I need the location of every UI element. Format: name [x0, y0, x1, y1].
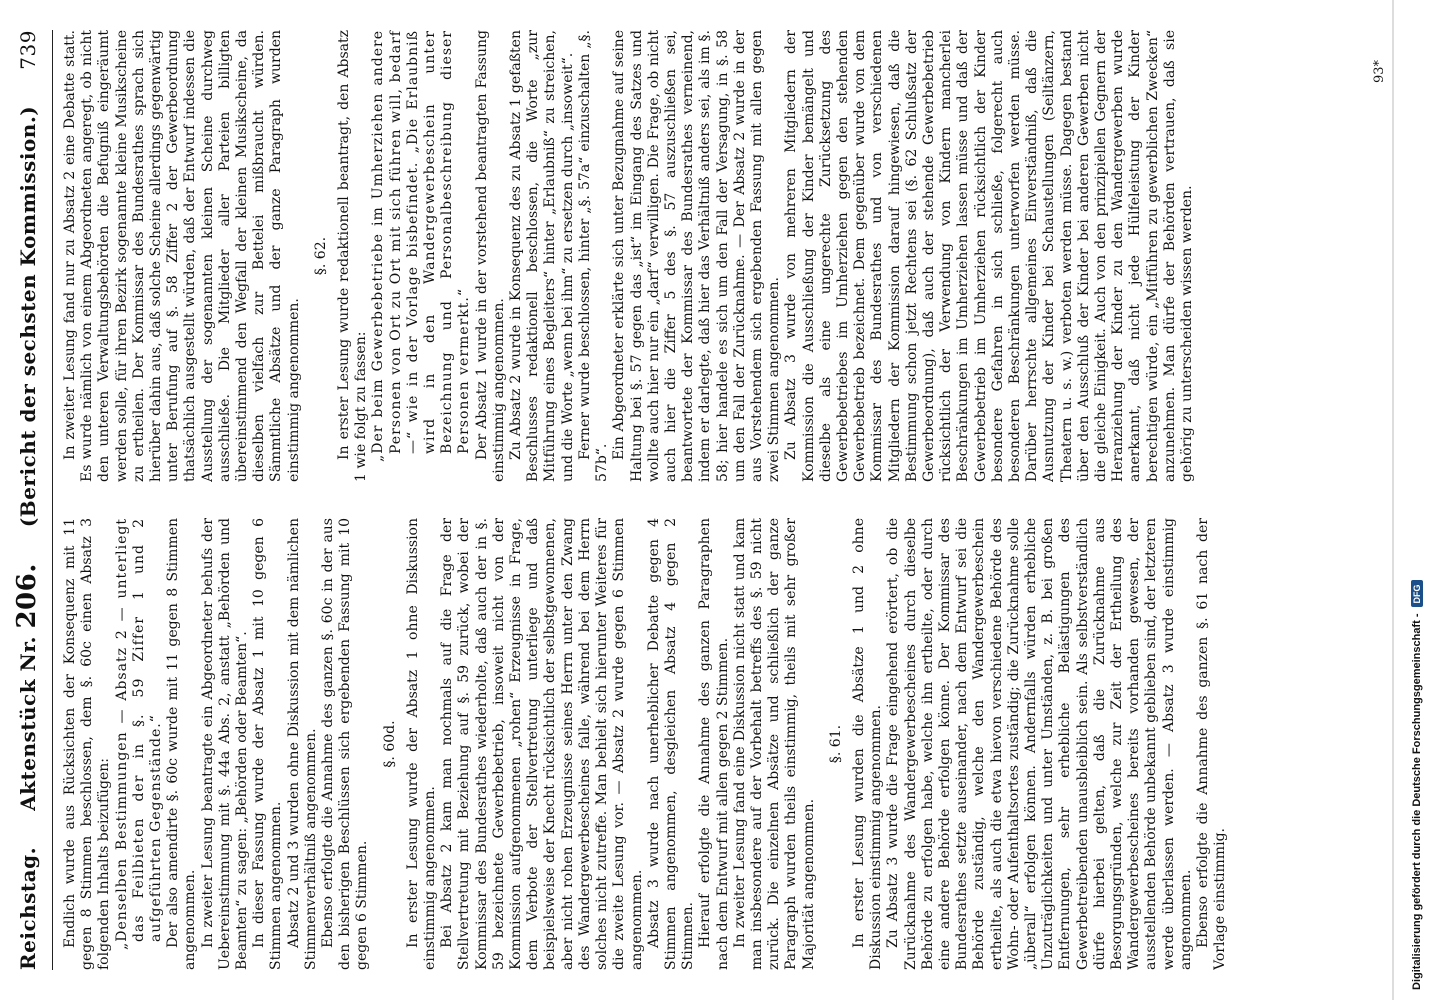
paragraph: In zweiter Lesung beantragte ein Abgeordneter behufs der Uebereinstimmung mit §. 44a Abs. 2, anstatt „Behörden und Beamten“ zu sagen: „Behörden oder Beamten“.	[199, 518, 251, 970]
header-document-number: 206.	[12, 563, 42, 629]
header-aktenstueck-label: Aktenstück Nr.	[16, 636, 40, 811]
paragraph: Hierauf erfolgte die Annahme des ganzen Paragraphen nach dem Entwurf mit allen gegen 2 Stimmen.	[697, 518, 731, 970]
paragraph: Der also amendirte §. 60c wurde mit 11 gegen 8 Stimmen angenommen.	[165, 518, 199, 970]
section-heading: §. 60d.	[381, 720, 398, 768]
paragraph: Zu Absatz 2 wurde in Konsequenz des zu Absatz 1 gefaßten Beschlusses redaktionell beschlossen, die Worte „zur Mitführung eines Begleiters“ hinter „Erlaubniß“ zu streichen, und die Worte „wenn bei ihm“ zu ersetzen durch „insoweit“.	[508, 30, 576, 482]
paragraph: Bei Absatz 2 kam man nochmals auf die Frage der Stellvertretung mit Beziehung auf §. 59 zurück, wobei der Kommissar des Bundesrathes wiederholte, daß auch der in §. 59 bezeichnete Gewerbebetrieb, insoweit nicht von der Kommission aufgenommenen „rohen“ Erzeugnisse in Frage, dem Verbote der Stellvertretung unterliege und daß beispielsweise der Knecht rücksichtlich der selbstgewonnenen, aber nicht rohen Erzeugnisse seines Herrn unter den Zwang des Wandergewerbescheines falle, während bei dem Herrn solches nicht zutreffe. Man behielt sich hierunter Weiteres für die zweite Lesung vor. — Absatz 2 wurde gegen 6 Stimmen angenommen.	[439, 518, 645, 970]
page-header	[12, 30, 53, 970]
text-column-left	[62, 518, 1382, 970]
digitization-note	[1406, 10, 1428, 990]
paragraph: In erster Lesung wurde der Absatz 1 ohne Diskussion einstimmig angenommen.	[404, 518, 439, 970]
page-number: 739	[16, 30, 40, 70]
section-heading: §. 62.	[312, 236, 329, 276]
header-aktenstueck	[12, 563, 42, 811]
paragraph: Ein Abgeordneter erklärte sich unter Bezugnahme auf seine Haltung bei §. 57 gegen das „ist“ im Eingang des Satzes und wollte auch hier nur ein „darf“ verwilligen. Die Frage, ob nicht auch hier die Ziffer 5 des §. 57 auszuschließen sei, beantwortete der Kommissar des Bundesrathes verneinend, indem er darlegte, daß hier das Verhältniß anders sei, als im §. 58; hier handele es sich um den Fall der Versagung, in §. 58 um den Fall der Zurücknahme. — Der Absatz 2 wurde in der aus Vorstehendem sich ergebenden Fassung mit allen gegen zwei Stimmen angenommen.	[611, 30, 783, 482]
paragraph: Absatz 2 und 3 wurden ohne Diskussion mit dem nämlichen Stimmenverhältniß angenommen.	[285, 518, 319, 970]
paragraph: In zweiter Lesung fand eine Diskussion nicht statt und kam man insbesondere auf der Vorbehalt betreffs des §. 59 nicht zurück. Die einzelnen Absätze und schließlich der ganze Paragraph wurden theils einstimmig, theils mit sehr großer Majorität angenommen.	[731, 518, 817, 970]
header-subtitle: (Bericht der sechsten Kommission.)	[16, 105, 40, 528]
paragraph: In erster Lesung wurden die Absätze 1 und 2 ohne Diskussion einstimmig angenommen.	[850, 518, 885, 970]
paragraph: Ebenso erfolgte die Annahme des ganzen §. 60c in der aus den bisherigen Beschlüssen sich ergebenden Fassung mit 10 gegen 6 Stimmen.	[320, 518, 371, 970]
header-reichstag: Reichstag.	[16, 846, 40, 970]
sheet-number: 93*	[1372, 60, 1387, 84]
digitization-note-text: Digitalisierung gefördert durch die Deutsche Forschungsgemeinschaft -	[1411, 613, 1423, 990]
paragraph: In zweiter Lesung fand nur zu Absatz 2 eine Debatte statt. Es wurde nämlich von einem Abgeordneten angeregt, ob nicht den unteren Verwaltungsbehörden die Befugniß eingeräumt werden solle, für ihren Bezirk sogenannte kleine Musikscheine zu ertheilen. Der Kommissar des Bundesrathes sprach sich hierüber dahin aus, daß solche Scheine allerdings gegenwärtig unter Berufung auf §. 58 Ziffer 2 der Gewerbeordnung thatsächlich ausgestellt würden, daß der Entwurf indessen die Ausstellung der sogenannten kleinen Scheine durchweg ausschließe. Die Mitglieder aller Parteien billigten übereinstimmend den Wegfall der kleinen Musikscheine, da dieselben vielfach zur Bettelei mißbraucht würden. Sämmtliche Absätze und der ganze Paragraph wurden einstimmig angenommen.	[62, 30, 302, 482]
paragraph: Ferner wurde beschlossen, hinter „§. 57a“ einzuschalten „§. 57b“.	[576, 30, 611, 482]
digitization-sidebar	[1404, 0, 1432, 1000]
paragraph: In erster Lesung wurde redaktionell beantragt, den Absatz 1 wie folgt zu fassen:	[336, 30, 370, 482]
paragraph: Zu Absatz 3 wurde von mehreren Mitgliedern der Kommission die Ausschließung der Kinder bemängelt und dieselbe als eine ungerechte Zurücksetzung des Gewerbebetriebes im Umherziehen gegen den stehenden Gewerbebetrieb bezeichnet. Dem gegenüber wurde von dem Kommissar des Bundesrathes und von verschiedenen Mitgliedern der Kommission darauf hingewiesen, daß die Bestimmung schon jetzt Rechtens sei (§. 62 Schlußsatz der Gewerbeordnung), daß auch der stehende Gewerbebetrieb rücksichtlich der Verwendung von Kindern mancherlei Beschränkungen im Umherziehen lassen müsse und daß der Gewerbebetrieb im Umherziehen rücksichtlich der Kinder besondere Gefahren in sich schließe, folgerecht auch besonderen Beschränkungen unterworfen werden müsse. Darüber herrschte allgemeines Einverständniß, daß die Ausnutzung der Kinder bei Schaustellungen (Seiltänzern, Theatern u. s. w.) verboten werden müsse. Dagegen bestand über den Ausschluß der Kinder bei anderen Gewerben nicht die gleiche Einigkeit. Auch von den prinzipiellen Gegnern der Heranziehung der Kinder zu den Wandergewerben wurde anerkannt, daß nicht jede Hülfeleistung der Kinder berechtigen würde, ein „Mitführen zu gewerblichen Zwecken“ anzunehmen. Man dürfe der Behörden vertrauen, daß sie gehörig zu unterscheiden wissen werden.	[783, 30, 1195, 482]
paragraph: Absatz 3 wurde nach unerheblicher Debatte gegen 4 Stimmen angenommen, desgleichen Absatz 4 gegen 2 Stimmen.	[645, 518, 697, 970]
dfg-logo: DFG	[1411, 580, 1423, 607]
paragraph: Ebenso erfolgte die Annahme des ganzen §. 61 nach der Vorlage einstimmig.	[1195, 518, 1229, 970]
paragraph: In dieser Fassung wurde der Absatz 1 mit 10 gegen 6 Stimmen angenommen.	[251, 518, 285, 970]
quoted-text: „Denselben Bestimmungen — Absatz 2 — unterliegt das Feilbieten der in §. 59 Ziffer 1 und 2 aufgeführten Gegenstände.“	[113, 518, 165, 950]
quoted-text: „Der beim Gewerbebetriebe im Umherziehen andere Personen von Ort zu Ort mit sich führen will, bedarf —“ wie in der Vorlage bisbefindet. „Die Erlaubniß wird in den Wandergewerbeschein unter Bezeichnung und Personalbeschreibung dieser Personen vermerkt.“	[370, 30, 473, 462]
section-heading: §. 61.	[827, 724, 844, 764]
paragraph: Zu Absatz 3 wurde die Frage eingehend erörtert, ob die Zurücknahme des Wandergewerbescheines durch dieselbe Behörde zu erfolgen habe, welche ihn ertheilte, oder durch eine andere Behörde erfolgen könne. Der Kommissar des Bundesrathes setzte auseinander, nach dem Entwurf sei die Behörde zuständig, welche den Wandergewerbeschein ertheilte, als auch die etwa hievon verschiedene Behörde des Wohn- oder Aufenthaltsortes zuständig; die Zurücknahme solle „überall“ erfolgen können. Andernfalls würden erhebliche Unzuträglichkeiten und unter Umständen, z. B. bei großen Entfernungen, sehr erhebliche Belästigungen des Gewerbetreibenden unausbleiblich sein. Als selbstverständlich dürfe hierbei gelten, daß die Zurücknahme aus Besorgungsgründen, welche zur Zeit der Ertheilung des Wandergewerbescheines bereits vorhanden gewesen, der ausstellenden Behörde unbekannt geblieben sind, der letzteren werde überlassen werden. — Absatz 3 wurde einstimmig angenommen.	[885, 518, 1194, 970]
scan-fold-shadow	[1392, 0, 1394, 1000]
paragraph: Der Absatz 1 wurde in der vorstehend beantragten Fassung einstimmig angenommen.	[473, 30, 507, 482]
text-column-right	[62, 30, 1382, 482]
paragraph: Endlich wurde aus Rücksichten der Konsequenz mit 11 gegen 8 Stimmen beschlossen, dem §. 60c einen Absatz 3 folgenden Inhalts beizufügen:	[62, 518, 113, 970]
